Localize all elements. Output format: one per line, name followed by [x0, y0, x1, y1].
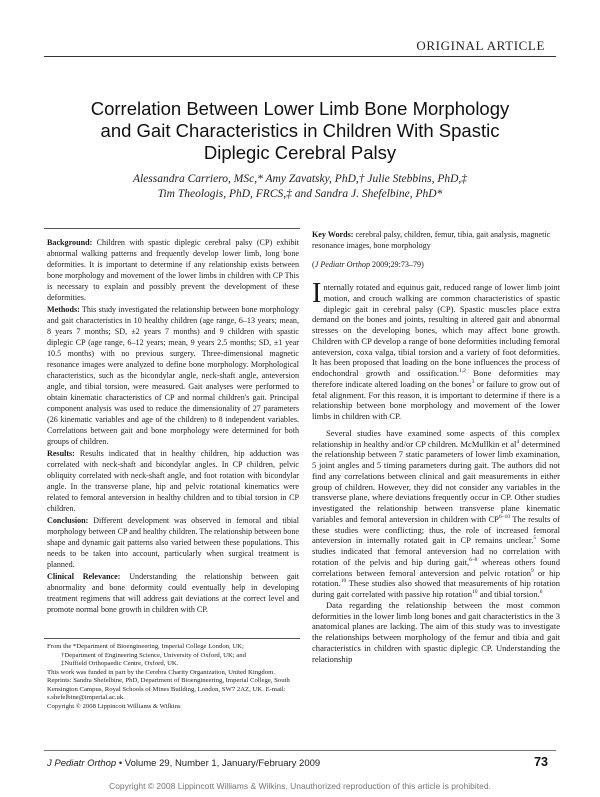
body-text-run: or hip rotation. — [312, 567, 560, 589]
body-paragraph — [312, 278, 560, 422]
abstract-text: Different development was observed in femoral and tibial morphology between CP and healthy children. The relationship between bone shape and dynamic gait patterns also varied between these populations. This needs to be taken into account, particularly when surgical treatment is planned. — [47, 516, 299, 569]
citation-details: 2009;29:73–79 — [372, 260, 422, 269]
body-text-run: determined the relationship between 7 static parameters of lower limb examination, 5 joint angles and 5 timing parameters during gait. The authors did not find any correlations between clinical and gait measurements in either group of children. However, they did not consider any variables in the transverse plane, where deviations frequently occur in CP. Other studies investigated the relationship between transverse plane kinematic variables and femoral anteversion in children with CP — [312, 438, 560, 524]
title-line: and Gait Characteristics in Children With Spastic — [100, 120, 500, 141]
author-list — [40, 172, 560, 202]
abstract-results — [47, 448, 299, 514]
citation-ref: 1,2 — [459, 368, 466, 375]
citation-ref: 3 — [471, 378, 475, 385]
citation-ref: 6 — [539, 589, 543, 596]
title-line: Correlation Between Lower Limb Bone Morphology — [90, 98, 510, 119]
footnote-line: Copyright © 2008 Lippincott Williams & Wilkins — [47, 702, 181, 710]
keywords — [312, 229, 560, 270]
article-title — [60, 98, 540, 164]
citation-journal: J Pediatr Orthop — [314, 260, 371, 269]
drop-cap: I — [312, 278, 322, 309]
footnote-line: From the *Department of Bioengineering, Imperial College London, UK; — [47, 643, 244, 650]
body-text-run: These studies also showed that measurements of hip rotation during gait correlated with passive hip rotation — [312, 578, 560, 599]
citation-ref: 5 — [533, 535, 537, 542]
abstract-relevance — [47, 571, 299, 615]
section-label: ORIGINAL ARTICLE — [416, 38, 545, 53]
abstract-text: This study investigated the relationship between bone morphology and gait characteristics in 10 healthy children (age range, 6–13 years; mean, 8 years 7 months; SD, ±2 years 7 months) and 9 children with spastic diplegic CP (age range, 6–12 years; mean, 9 years 2.5 months; SD, ±1 year 10.5 months) with no previous surgery. Three-dimensional magnetic resonance images were analyzed to define bone morphology. Morphological characteristics, such as the bicondylar angle, neck-shaft angle, anteversion angle, and tibial torsion, were measured. Gait analyses were performed to obtain kinematic characteristics of CP and normal children's gait. Principal component analysis was used to reduce the dimensionality of 27 parameters (26 kinematic variables and age of the children) to 8 independent variables. Correlations between gait and bone morphology were determined for both groups of children. — [47, 305, 299, 446]
abstract — [47, 237, 299, 616]
keywords-line — [312, 229, 560, 251]
copyright-notice: Copyright © 2008 Lippincott Williams & Wilkins. Unauthorized reproduction of this article is prohibited. — [109, 781, 491, 791]
body-paragraph — [312, 428, 560, 600]
page-number: 73 — [534, 755, 548, 769]
citation-line: (J Pediatr Orthop 2009;29:73–79) — [312, 260, 424, 269]
body-text-run: nternally rotated and equinus gait, reduced range of lower limb joint motion, and crouch walking are common characteristics of spastic diplegic gait in cerebral palsy (CP). Spastic muscles place extra demand on the bones and joints, resulting in altered gait and abnormal stresses on the developing bones, which may affect bone growth. Children with CP develop a range of bone deformities including femoral anteversion, coxa valga, tibial torsion and a variety of foot deformities. It has been proposed that loading on the bone influences the process of endochondral growth and ossification. — [312, 282, 560, 378]
abstract-conclusion — [47, 515, 299, 570]
footnote-line: †Department of Engineering Science, University of Oxford, UK; and — [61, 651, 246, 659]
journal-issue: • Volume 29, Number 1, January/February 2009 — [118, 758, 321, 769]
author-line: Tim Theologis, PhD, FRCS,‡ and Sandra J. Shefelbine, PhD* — [157, 188, 443, 200]
header-rule — [44, 56, 556, 57]
abstract-text: Results indicated that in healthy children, hip adduction was correlated with neck-shaft and bicondylar angles. In CP children, pelvic obliquity correlated with neck-shaft angle, and foot rotation with bicondylar angle. In the transverse plane, hip and pelvic rotational kinematics were related to femoral anteversion in healthy children and to tibial torsion in CP children. — [47, 449, 299, 513]
footnote-line: This work was funded in part by the Cerebra Charity Organization, United Kingdom. — [47, 668, 275, 676]
body-text-run: The results of these studies were conflicting; thus, the role of increased femoral anteversion in internally rotated gait in CP remains unclear. — [312, 513, 560, 546]
body-text-run: Several studies have examined some aspects of this complex relationship in healthy and/or CP children. McMullkin et al — [312, 427, 560, 449]
author-line: Alessandra Carriero, MSc,* Amy Zavatsky, PhD,† Julie Stebbins, PhD,‡ — [132, 173, 468, 185]
citation-ref: 9 — [531, 567, 534, 574]
abstract-heading: Clinical Relevance: — [47, 572, 121, 581]
abstract-heading: Methods: — [47, 305, 80, 314]
abstract-background — [47, 237, 299, 303]
body-text-run: Bone deformities may therefore indicate altered loading on the bones — [312, 368, 560, 389]
keywords-text: cerebral palsy, children, femur, tibia, gait analysis, magnetic resonance images, bone morphology — [312, 230, 551, 250]
abstract-rule — [44, 228, 300, 229]
abstract-text: Children with spastic diplegic cerebral palsy (CP) exhibit abnormal walking patterns and frequently develop lower limb, long bone deformities. It is important to determine if any relationship exists between bone morphology and movement of the lower limbs in children with CP This is necessary to explain and possibly prevent the development of these deformities. — [47, 238, 299, 302]
body-text-run: or failure to grow out of fetal alignment. For this reason, it is important to determine if there is a relationship between bone morphology and movement of the lower limbs in children with CP. — [312, 378, 560, 421]
title-line: Diplegic Cerebral Palsy — [203, 142, 397, 163]
body-text-run: Some studies indicated that femoral anteversion had no correlation with rotation of the pelvis and hip during gait, — [312, 535, 560, 567]
keywords-label: Key Words: — [312, 230, 354, 239]
citation-ref: 4 — [516, 438, 520, 445]
footnotes — [47, 643, 302, 711]
citation-ref: 6–8 — [469, 556, 478, 563]
citation-ref: 10 — [340, 578, 347, 585]
abstract-heading: Conclusion: — [47, 516, 89, 525]
footnote-line: ‡Nuffield Orthopaedic Centre, Oxford, UK. — [61, 660, 179, 667]
body-text-run: whereas others found correlations between femoral anteversion and pelvic rotation — [312, 556, 560, 578]
citation-ref: 10 — [471, 589, 478, 596]
journal-name: J Pediatr Orthop — [47, 758, 117, 769]
body-text — [312, 278, 560, 664]
abstract-text: Understanding the relationship between gait abnormality and bone deformity could eventually help in developing treatment regimens that will address gait deviations at the correct level and promote normal bone growth in children with CP. — [47, 572, 299, 614]
citation-ref: 6–10 — [498, 513, 510, 520]
abstract-heading: Background: — [47, 238, 93, 247]
footer-rule — [44, 750, 556, 751]
running-footer — [47, 758, 320, 769]
abstract-heading: Results: — [47, 449, 75, 458]
body-paragraph: Data regarding the relationship between the most common deformities in the lower limb long bones and gait characteristics in the 3 anatomical planes are lacking. The aim of this study was to investigate the relationships between morphology of the femur and tibia and gait characteristics in children with spastic diplegic CP. Understanding the relationship — [312, 599, 560, 664]
body-text-run: and tibial torsion. — [477, 589, 540, 599]
footnote-line: Reprints: Sandra Shefelbine, PhD, Department of Bioengineering, Imperial College, South Kensington Campus, Royal Schools of Mines Building, London, SW7 2AZ, UK. E-mail: s.shefelbine@imperial.ac.uk. — [47, 677, 290, 701]
abstract-methods — [47, 304, 299, 447]
footnote-rule — [44, 638, 300, 639]
